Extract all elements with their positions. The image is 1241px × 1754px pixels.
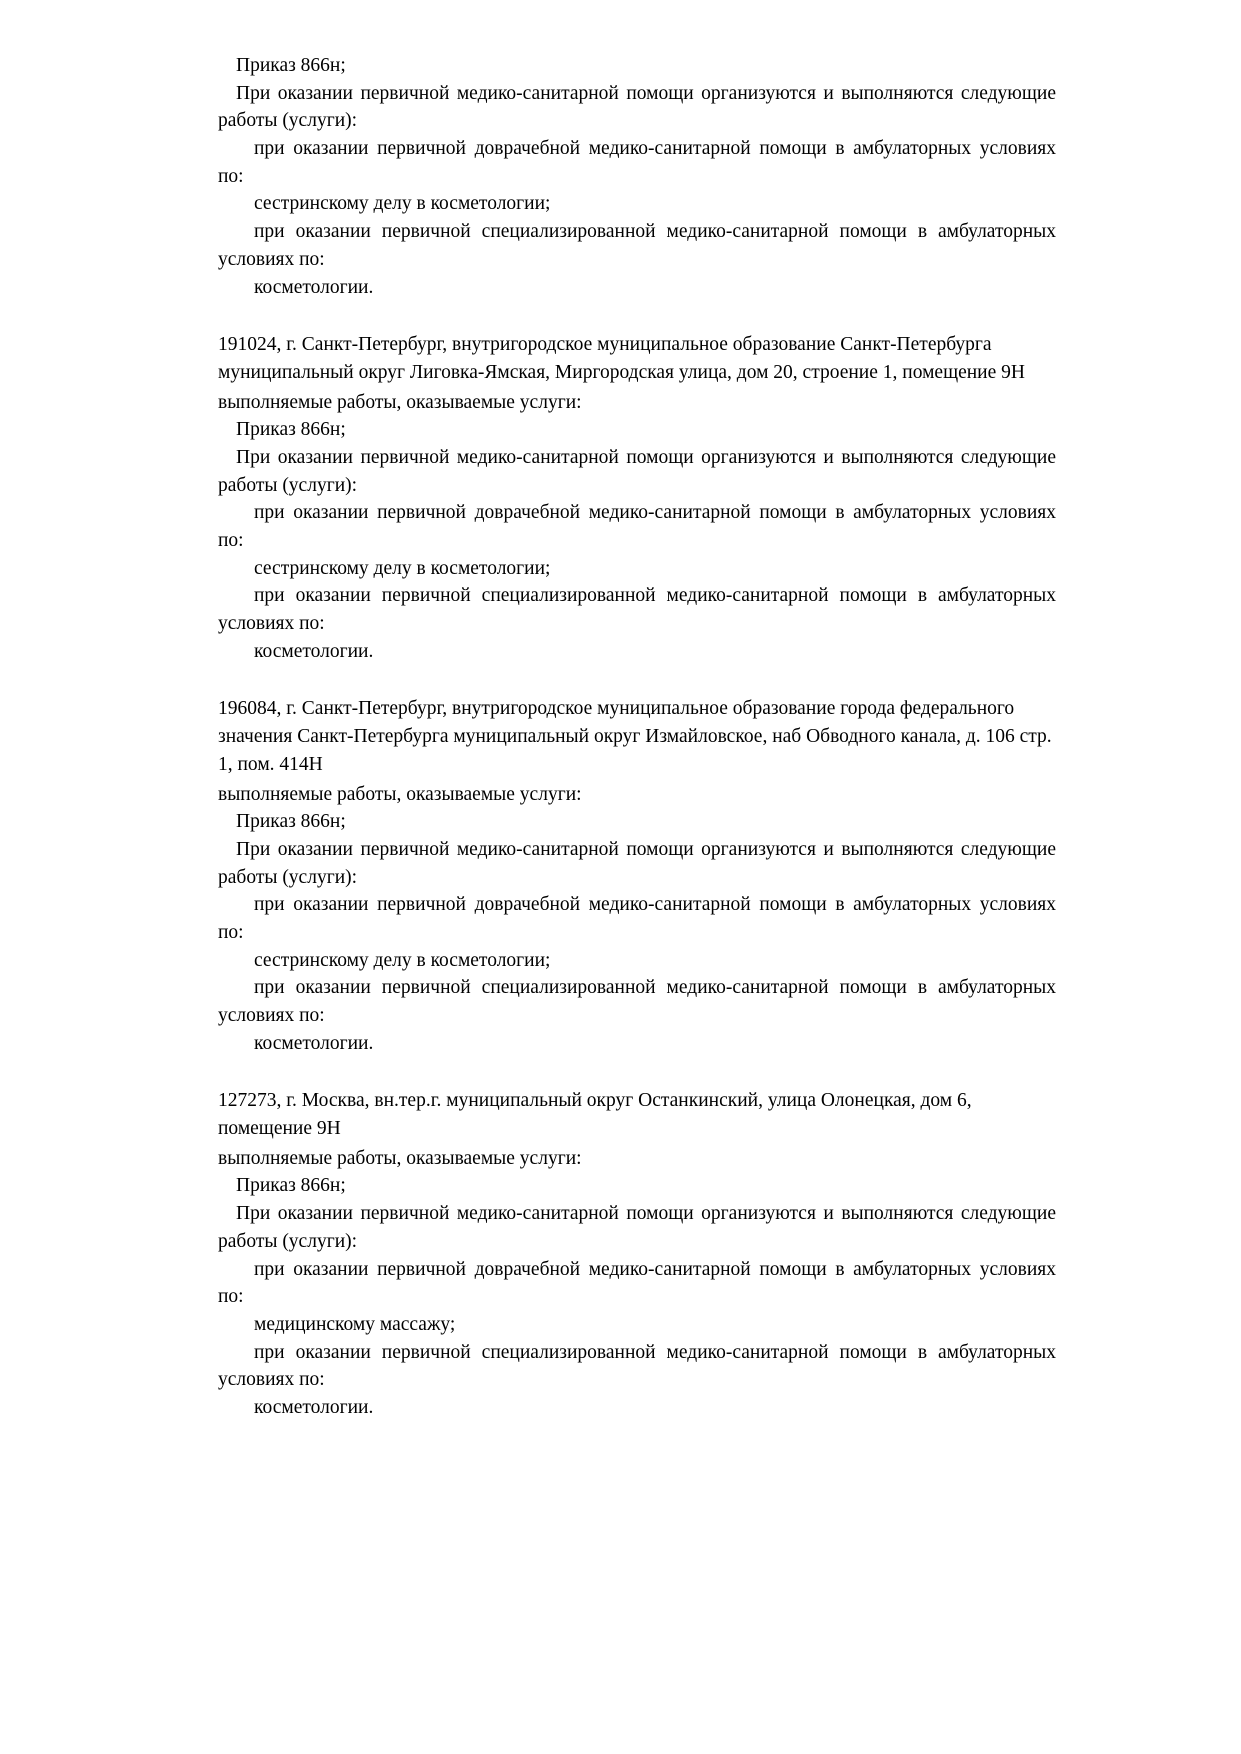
service-line: при оказании первичной доврачебной медико-санитарной помощи в амбулаторных условиях по:	[218, 502, 1056, 551]
service-line: при оказании первичной специализированной медико-санитарной помощи в амбулаторных условиях по:	[218, 977, 1056, 1026]
service-line: Приказ 866н;	[236, 419, 346, 441]
service-line: При оказании первичной медико-санитарной помощи организуются и выполняются следующие работы (услуги):	[218, 82, 1056, 132]
license-address-blocks	[218, 52, 1056, 1422]
service-line: сестринскому делу в косметологии;	[254, 193, 551, 215]
service-line: сестринскому делу в косметологии;	[254, 949, 551, 971]
service-line: медицинскому массажу;	[254, 1313, 456, 1335]
service-line: Приказ 866н;	[236, 811, 346, 833]
service-line: При оказании первичной медико-санитарной помощи организуются и выполняются следующие работы (услуги):	[218, 446, 1056, 496]
address-block	[218, 52, 1056, 301]
service-line: косметологии.	[254, 1032, 374, 1054]
service-line: при оказании первичной специализированной медико-санитарной помощи в амбулаторных условиях по:	[218, 585, 1056, 635]
address-text: 196084, г. Санкт-Петербург, внутригородское муниципальное образование города федерального значения Санкт-Петербурга муниципальный округ Измайловское, наб Обводного канала, д. 106 стр. 1, пом. 414Н	[218, 698, 1052, 775]
address-block	[218, 1087, 1056, 1421]
service-line: косметологии.	[254, 1396, 374, 1418]
service-line: При оказании первичной медико-санитарной помощи организуются и выполняются следующие работы (услуги):	[218, 1203, 1056, 1252]
service-line: при оказании первичной специализированной медико-санитарной помощи в амбулаторных условиях по:	[218, 1341, 1056, 1391]
services-header: выполняемые работы, оказываемые услуги:	[218, 391, 582, 413]
services-header: выполняемые работы, оказываемые услуги:	[218, 783, 582, 805]
services-header: выполняемые работы, оказываемые услуги:	[218, 1147, 582, 1169]
service-line: при оказании первичной доврачебной медико-санитарной помощи в амбулаторных условиях по:	[218, 138, 1056, 187]
service-line: косметологии.	[254, 640, 374, 662]
service-line: при оказании первичной специализированной медико-санитарной помощи в амбулаторных условиях по:	[218, 221, 1056, 270]
service-line: при оказании первичной доврачебной медико-санитарной помощи в амбулаторных условиях по:	[218, 1258, 1056, 1308]
service-line: Приказ 866н;	[236, 1175, 346, 1197]
service-line: При оказании первичной медико-санитарной помощи организуются и выполняются следующие работы (услуги):	[218, 838, 1056, 888]
service-line: косметологии.	[254, 276, 374, 298]
address-text: 191024, г. Санкт-Петербург, внутригородское муниципальное образование Санкт-Петербурга муниципальный округ Лиговка-Ямская, Миргородская улица, дом 20, строение 1, помещение 9Н	[218, 334, 1025, 383]
service-line: Приказ 866н;	[236, 55, 346, 76]
address-text: 127273, г. Москва, вн.тер.г. муниципальный округ Останкинский, улица Олонецкая, дом 6, помещение 9Н	[218, 1090, 972, 1140]
service-line: сестринскому делу в косметологии;	[254, 557, 551, 579]
address-block	[218, 331, 1056, 665]
address-block	[218, 695, 1056, 1057]
service-line: при оказании первичной доврачебной медико-санитарной помощи в амбулаторных условиях по:	[218, 894, 1056, 943]
